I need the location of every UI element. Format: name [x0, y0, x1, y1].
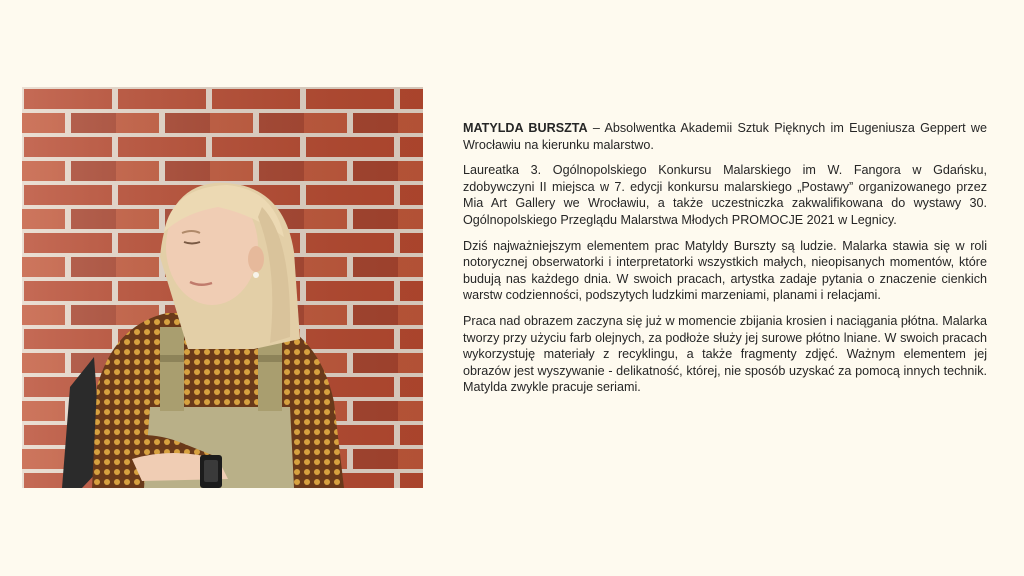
artist-portrait-photo — [22, 87, 423, 488]
bio-paragraph-technique: Praca nad obrazem zaczyna się już w momencie zbijania krosien i naciągania płótna. Malarka tworzy przy użyciu farb olejnych, za podłoże służy jej surowe płótno lniane. W swoich pracach wykorzystuję materiały z recyklingu, a także fragmenty zdjęć. Ważnym elementem jej obrazów jest wyszywanie - delikatność, której, nie sposób uzyskać za pomocą innych technik. Matylda zwykle pracuje seriami. — [463, 313, 987, 395]
bio-intro-paragraph — [463, 120, 987, 153]
artist-name: MATYLDA BURSZTA — [463, 121, 588, 135]
bio-paragraph-themes: Dziś najważniejszym elementem prac Matyldy Burszty są ludzie. Malarka stawia się w roli notorycznej obserwatorki i interpretatorki wszystkich małych, nieopisanych momentów, które budują nas każdego dnia. W swoich pracach, artystka zadaje pytania o znaczenie cienkich warstw codzienności, podszytych ludzkimi marzeniami, planami i relacjami. — [463, 238, 987, 303]
bio-intro: – Absolwentka Akademii Sztuk Pięknych im Eugeniusza Geppert we Wrocławiu na kierunku malarstwo. — [463, 121, 987, 152]
biography-text — [463, 120, 987, 405]
bio-paragraph-awards: Laureatka 3. Ogólnopolskiego Konkursu Malarskiego im W. Fangora w Gdańsku, zdobywczyni II miejsca w 7. edycji konkursu malarskiego „Postawy” organizowanego przez Mia Art Gallery we Wrocławiu, a także uczestniczka zakwalifikowana do wystawy 30. Ogólnopolskiego Przeglądu Malarstwa Młodych PROMOCJE 2021 w Legnicy. — [463, 163, 987, 227]
